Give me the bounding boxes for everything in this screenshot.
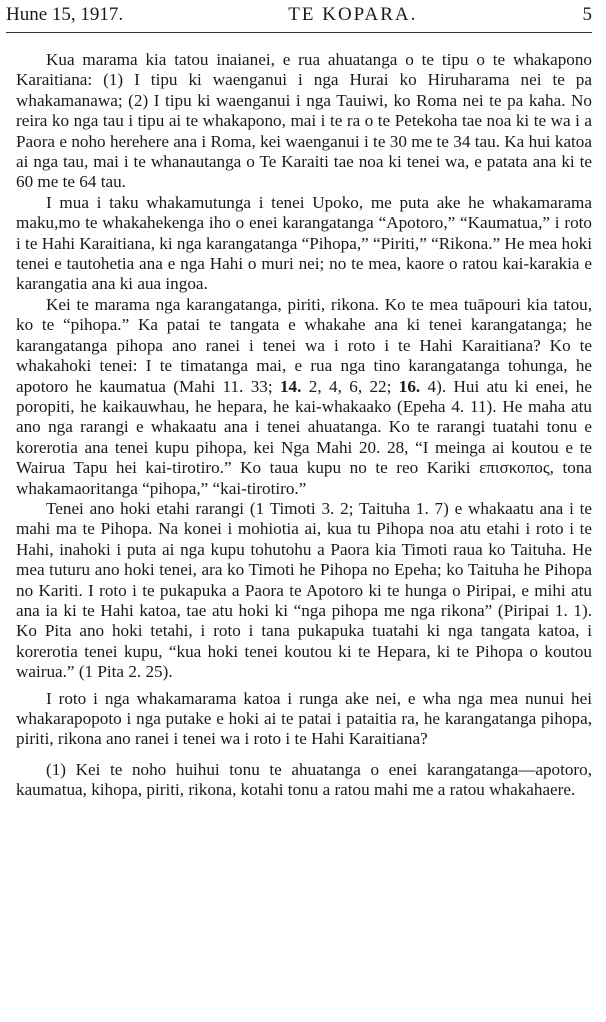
page-number: 5 [582,4,592,25]
paragraph-3-bold-ref-1: 14. [279,376,302,396]
paragraph-3-text-b: 2, 4, 6, 22; [301,376,399,396]
paragraph-3 [16,295,592,499]
paragraph-4: Tenei ano hoki etahi rarangi (1 Timoti 3. 2; Taituha 1. 7) e whakaatu ana i te mahi ma te Pihopa. Na konei i mohiotia ai, kua tu Pihopa noa atu etahi i roto i te Hahi, inahoki i puta ai nga kupu tohutohu a Paora kia Timoti raua ko Taituha. He mea tuturu ano hoki tenei, ara ko Timoti he Pihopa no Epeha; ko Taituha he Pihopa no Kariti. I roto i te pukapuka a Paora te Apotoro ki te hunga o Piripai, e mihi atu ana ia ki te Hahi katoa, tae atu hoki ki “nga pihopa me nga rikona” (Piripai 1. 1). Ko Pita ano hoki tetahi, i roto i tana pukapuka tuatahi ki nga tangata katoa, i korerotia tenei kupu, “kua hoki tenei koutou ki te Hepara, ki te Pihopa o koutou wairua.” (1 Pita 2. 25). [16,498,592,682]
article-body [16,50,592,801]
paragraph-2: I mua i taku whakamutunga i tenei Upoko, me puta ake he whakamarama maku,mo te whakahekenga iho o enei karangatanga “Apotoro,” “Kaumatua,” i roto i te Hahi Karaitiana, ki nga karangatanga “Pihopa,” “Piriti,” “Rikona.” He mea hoki tenei e tautohetia ana e nga Hahi o muri nei; no te mea, kaore o ratou kai-karakia e karangatia ana ki aua ingoa. [16,192,592,294]
paragraph-6: (1) Kei te noho huihui tonu te ahuatanga o enei karangatanga—apotoro, kaumatua, kihopa, piriti, rikona, kotahi tonu a ratou mahi me a ratou whakahaere. [16,759,592,800]
header-date: Hune 15, 1917. [6,4,124,25]
paragraph-3-text-c: 4). Hui atu ki enei, he poropiti, he kaikauwhau, he hepara, he kai-whakaako (Epeha 4. 11). He maha atu ano nga rarangi e whakaatu ana i tenei ahuatanga. Ko te rarangi tuatahi tonu e korerotia ana tenei kupu pihopa, kei Nga Mahi 20. 28, “I meinga ai koutou e te Wairua Tapu hei kai-tirotiro.” Ko taua kupu no te reo Kariki επισκοπος, tona whakamaoritanga “pihopa,” “kai-tirotiro.” [16,376,592,498]
paragraph-3-text-a: Kei te marama nga karangatanga, piriti, rikona. Ko te mea tuāpouri kia tatou, ko te “pihopa.” Ka patai te tangata e whakahe ana ki tenei karangatanga; he karangatanga pihopa ano ranei i tenei wa i roto i te Hahi Karaitiana? Ko te whakahoki tenei: I te timatanga mai, e rua nga tino karangatanga tohunga, he apotoro he kaumatua (Mahi 11. 33; [16,294,592,396]
paragraph-1: Kua marama kia tatou inaianei, e rua ahuatanga o te tipu o te whakapono Karaitiana: (1) I tipu ki waenganui i nga Hurai ko Hiruharama nei te pa whakamanawa; (2) I tipu ki waenganui i nga Tauiwi, ko Roma nei te pa kaha. No reira ko nga tau i tipu ai te whakapono, mai i te ra o te Petekoha tae noa ki te wa i a Paora e noho herehere ana i Roma, kei waenganui i te 30 me te 34 tau. Ka hui katoa ai nga tau, mai i te whanautanga o Te Karaiti tae noa ki tenei wa, e patata ana ki te 60 me te 64 tau. [16,50,592,192]
header-title: TE KOPARA. [288,4,418,25]
paragraph-3-bold-ref-2: 16. [398,376,421,396]
page-header [6,4,592,33]
paragraph-5: I roto i nga whakamarama katoa i runga ake nei, e wha nga mea nunui hei whakarapopoto i nga putake e hoki ai te patai i pataitia ra, he karangatanga pihopa, piriti, rikona ano ranei i tenei wa i roto i te Hahi Karaitiana? [16,688,592,749]
